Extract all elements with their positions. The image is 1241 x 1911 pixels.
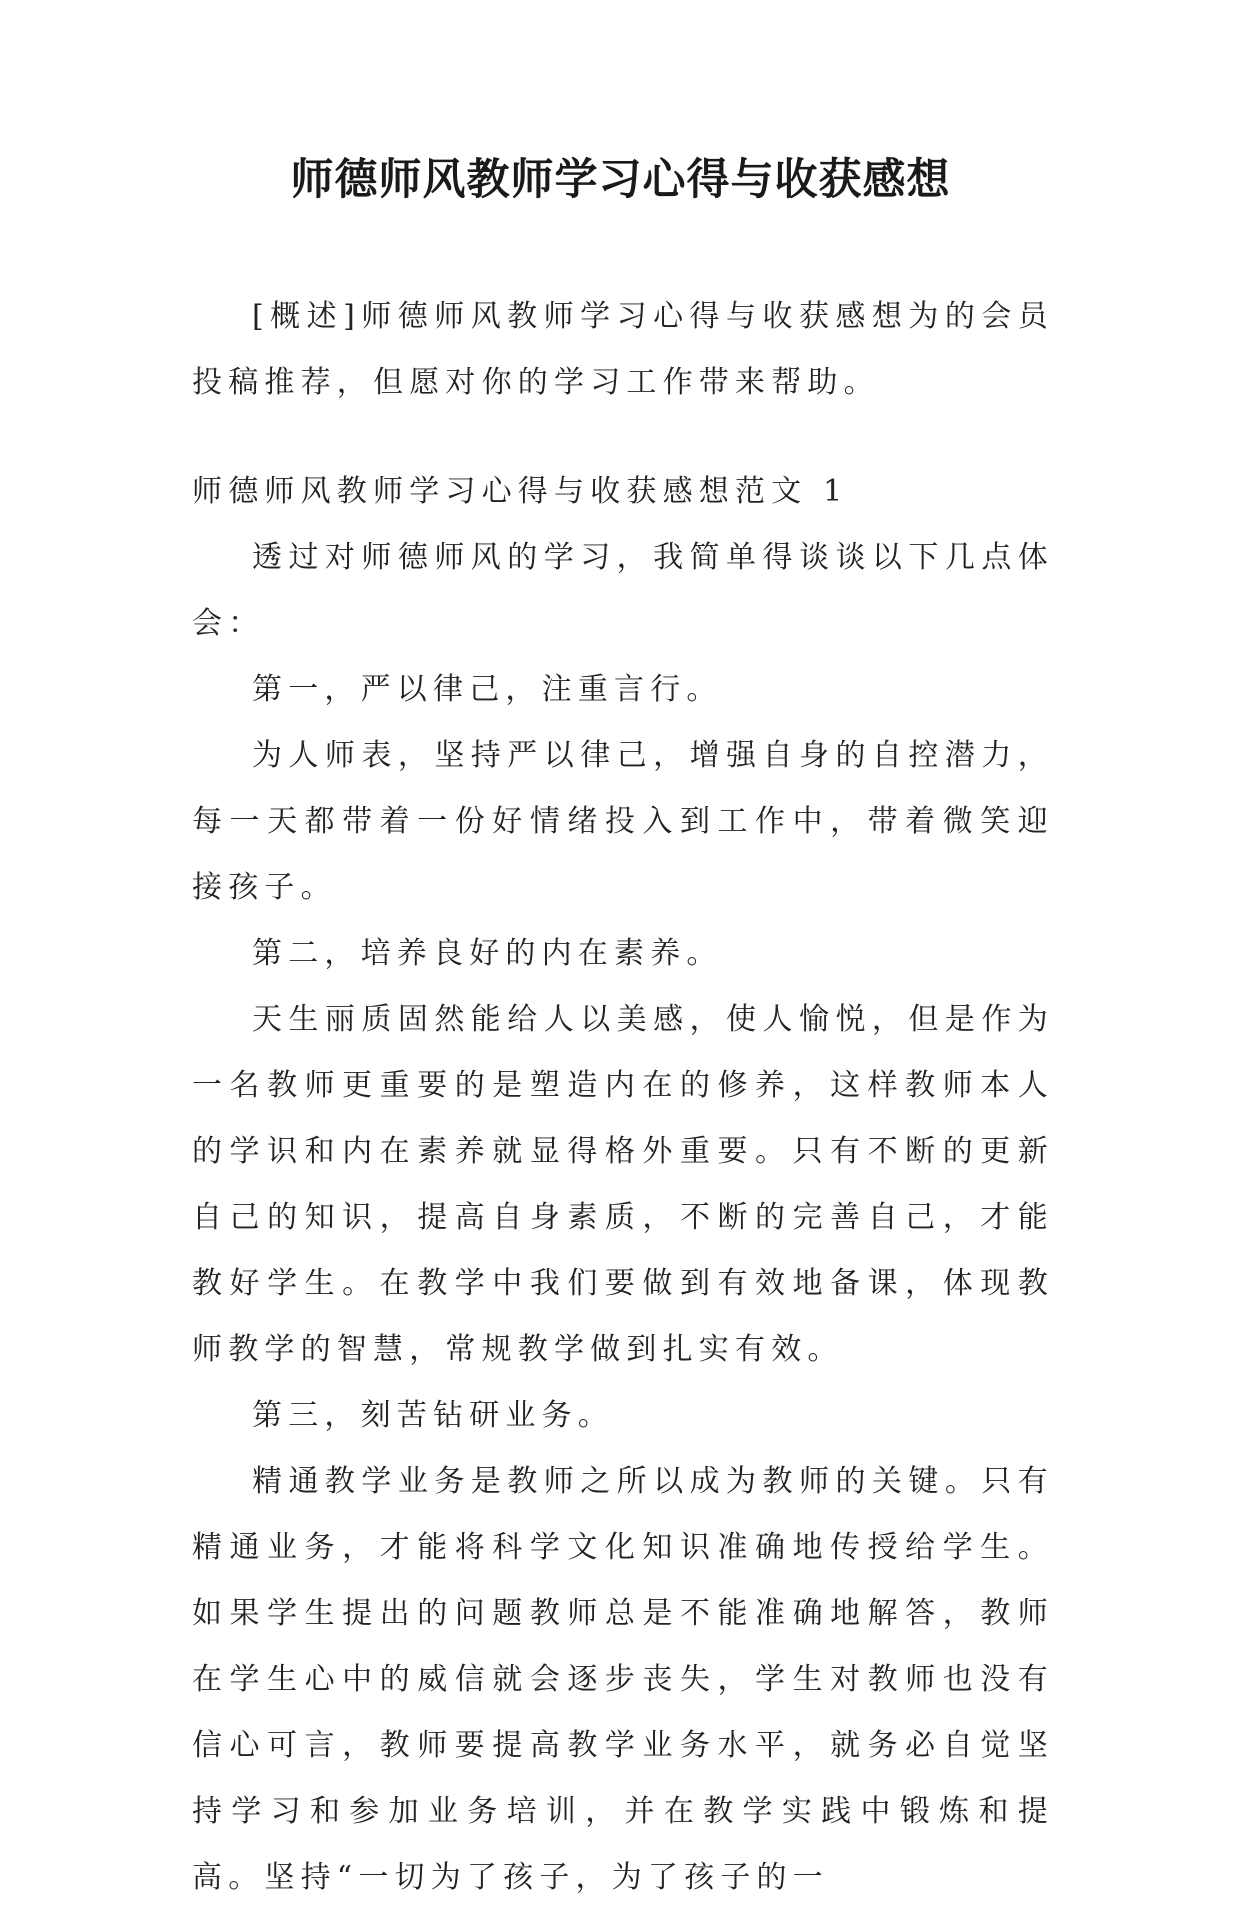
paragraph-point-two-heading: 第二，培养良好的内在素养。 <box>252 936 723 971</box>
section-heading: 师德师风教师学习心得与收获感想范文 1 <box>192 474 849 509</box>
paragraph-point-three-heading: 第三，刻苦钻研业务。 <box>252 1398 614 1433</box>
paragraph-point-two-body: 天生丽质固然能给人以美感，使人愉悦，但是作为一名教师更重要的是塑造内在的修养，这样教师本人的学识和内在素养就显得格外重要。只有不断的更新自己的知识，提高自身素质，不断的完善自己，才能教好学生。在教学中我们要做到有效地备课，体现教师教学的智慧，常规教学做到扎实有效。 <box>192 1002 1054 1367</box>
article-body <box>192 459 1054 1911</box>
paragraph-point-one-heading: 第一，严以律己，注重言行。 <box>252 672 723 707</box>
document-title: 师德师风教师学习心得与收获感想 <box>290 155 951 205</box>
paragraph-intro: 透过对师德师风的学习，我简单得谈谈以下几点体会： <box>192 540 1054 641</box>
paragraph-point-one-body: 为人师表，坚持严以律己，增强自身的自控潜力，每一天都带着一份好情绪投入到工作中，带着微笑迎接孩子。 <box>192 738 1054 905</box>
summary-paragraph: [概述]师德师风教师学习心得与收获感想为的会员投稿推荐，但愿对你的学习工作带来帮助。 <box>192 299 1054 400</box>
summary-block <box>192 284 1054 416</box>
paragraph-point-three-body: 精通教学业务是教师之所以成为教师的关键。只有精通业务，才能将科学文化知识准确地传授给学生。如果学生提出的问题教师总是不能准确地解答，教师在学生心中的威信就会逐步丧失，学生对教师也没有信心可言，教师要提高教学业务水平，就务必自觉坚持学习和参加业务培训，并在教学实践中锻炼和提高。坚持“一切为了孩子，为了孩子的一 <box>192 1464 1054 1895</box>
